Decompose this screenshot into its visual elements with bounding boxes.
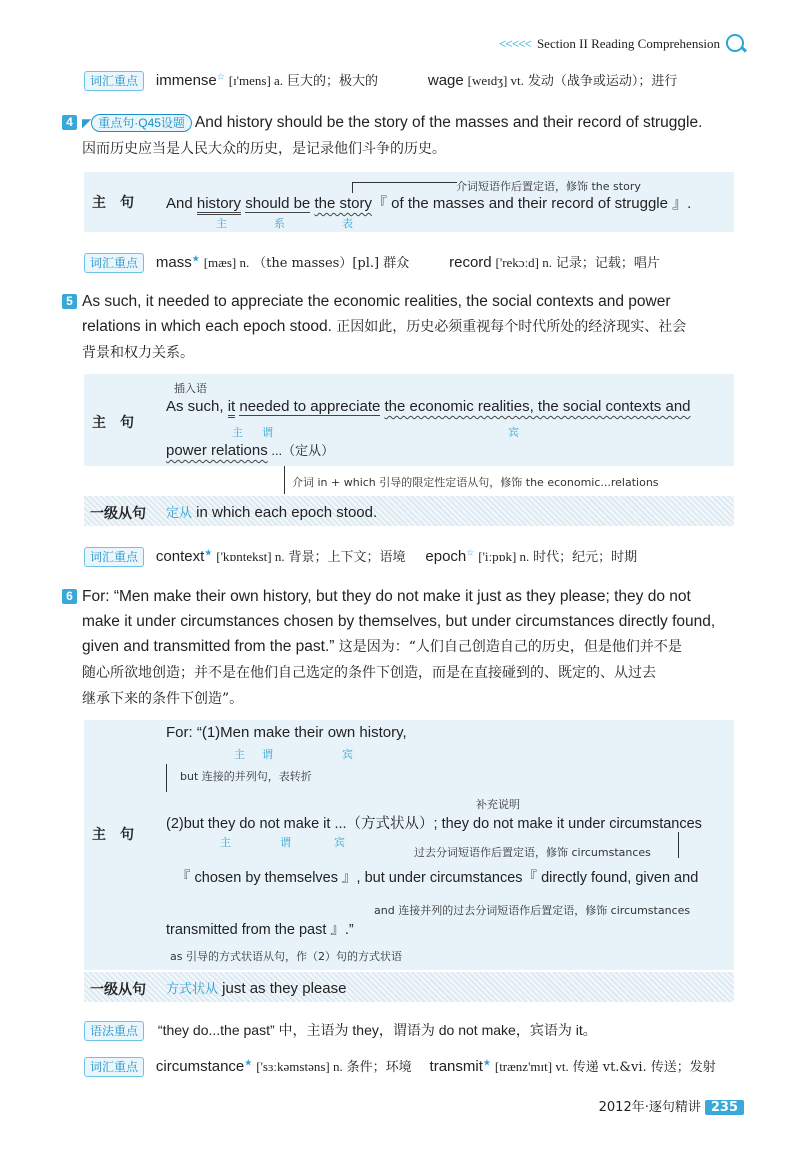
insert-note: 插入语 — [174, 382, 207, 395]
section-title: Section II Reading Comprehension — [536, 36, 720, 51]
arrows-icon: <<<<< — [498, 36, 531, 51]
clause-type: 方式状从 — [166, 981, 219, 996]
vocab-meaning: 时代；纪元；时期 — [533, 550, 638, 565]
grammar-note: “they do...the past” 中，主语为 they，谓语为 do not make，宾语为 it。 — [157, 1022, 597, 1038]
star-icon: ★ — [482, 1057, 491, 1068]
sentence-zh: 因而历史应当是人民大众的历史，是记录他们斗争的历史。 — [82, 141, 446, 157]
analysis-note: and 连接并列的过去分词短语作后置定语，修饰 circumstances — [374, 904, 691, 917]
vocab-word: record — [449, 254, 492, 271]
predicate: should be — [245, 195, 311, 212]
sentence-zh: 这是因为：“人们自己创造自己的历史，但是他们并不是 — [338, 639, 682, 655]
pred-label: 谓 — [280, 836, 291, 849]
arrow-line — [284, 466, 285, 494]
subject: it — [228, 398, 236, 418]
analysis-line-4: transmitted from the past 』.” — [166, 922, 354, 938]
sentence-en: For: “Men make their own history, but they do not make it just as they please; they do not — [82, 588, 691, 605]
subj-label: 主 — [216, 217, 227, 230]
search-icon — [726, 34, 744, 52]
analysis-note: 介词短语作后置定语，修饰 the story — [456, 180, 641, 193]
vocab-meaning: 条件；环境 — [346, 1060, 412, 1075]
analysis-box-5 — [84, 374, 734, 466]
main-clause-label: 主 句 — [92, 827, 134, 843]
vocab-word: wage — [427, 72, 464, 89]
sentence-en: given and transmitted from the past.” — [82, 638, 335, 655]
sentence-4 — [62, 110, 752, 162]
object: the economic realities, the social contexts and — [384, 398, 691, 415]
predicate: needed to appreciate — [239, 398, 381, 415]
vocab-tag: 词汇重点 — [84, 1057, 144, 1077]
analysis-line-3: 『 chosen by themselves 』, but under circumstances『 directly found, given and — [176, 870, 699, 886]
sub-clause-text — [166, 978, 346, 997]
main-clause-label: 主 句 — [92, 195, 134, 211]
text: in which each epoch stood. — [192, 504, 378, 521]
sentence-zh: 背景和权力关系。 — [82, 345, 194, 361]
sentence-en: As such, it needed to appreciate the economic realities, the social contexts and power — [82, 293, 671, 310]
sub-clause-label: 一级从句 — [90, 506, 146, 522]
star-icon: ☆ — [466, 547, 475, 558]
vocab-tag: 词汇重点 — [84, 71, 144, 91]
sentence-5 — [62, 289, 752, 366]
sentence-en: relations in which each epoch stood. — [82, 318, 332, 335]
vocab-phonetic: [ɪ'mens] a. — [228, 73, 284, 88]
vocab-word: epoch — [425, 548, 467, 565]
grammar-row — [84, 1020, 597, 1041]
analysis-note: 过去分词短语作后置定语，修饰 circumstances — [414, 846, 651, 859]
vocab-phonetic: [mæs] n. — [203, 255, 250, 270]
sentence-en: And history should be the story of the masses and their record of struggle. — [194, 114, 703, 131]
pred-label: 系 — [274, 217, 285, 230]
vocab-word: mass — [155, 254, 192, 271]
footer-text: 2012年·逐句精讲 — [598, 1100, 701, 1115]
page-number: 235 — [705, 1100, 744, 1115]
page-footer — [599, 1096, 744, 1115]
vocab-word: context — [155, 548, 205, 565]
vocab-row-3 — [84, 546, 637, 567]
sentence-number: 5 — [62, 294, 77, 309]
analysis-sentence-cont — [166, 440, 334, 459]
vocab-meaning: （the masses）[pl.] 群众 — [253, 256, 410, 271]
supp-note: 补充说明 — [476, 798, 520, 811]
vocab-meaning: 传递 vt.&vi. 传送；发射 — [572, 1060, 716, 1075]
sub-clause-text — [166, 502, 377, 521]
vocab-phonetic: ['rekɔːd] n. — [495, 255, 553, 270]
vocab-phonetic: [weɪdʒ] vt. — [467, 73, 524, 88]
pred-label: 谓 — [262, 426, 273, 439]
sentence-number: 6 — [62, 589, 77, 604]
vocab-phonetic: ['iːpɒk] n. — [478, 549, 530, 564]
vocab-phonetic: [trænz'mɪt] vt. — [494, 1059, 569, 1074]
key-sentence-tag: 重点句·Q45设题 — [91, 114, 192, 132]
analysis-note: 介词 in + which 引导的限定性定语从句，修饰 the economic...relations — [292, 476, 659, 489]
vocab-word: circumstance — [155, 1058, 245, 1075]
analysis-note: as 引导的方式状语从句，作（2）句的方式状语 — [170, 950, 402, 963]
sentence-zh: 随心所欲地创造；并不是在他们自己选定的条件下创造，而是在直接碰到的、既定的、从过去 — [82, 665, 656, 681]
subject: history — [197, 195, 241, 215]
clause-type: 定从 — [166, 505, 193, 520]
sentence-6 — [62, 584, 752, 712]
vocab-meaning: 巨大的；极大的 — [286, 74, 378, 89]
sub-clause-box-5 — [84, 496, 734, 526]
obj-label: 表 — [342, 217, 353, 230]
sentence-zh: 继承下来的条件下创造”。 — [82, 691, 244, 707]
vocab-meaning: 发动（战争或运动）；进行 — [527, 74, 678, 89]
text: ...（定从） — [267, 443, 335, 458]
sentence-number: 4 — [62, 115, 77, 130]
flag-icon: ◤ — [82, 116, 92, 130]
vocab-tag: 词汇重点 — [84, 547, 144, 567]
star-icon: ★ — [244, 1057, 253, 1068]
analysis-note: but 连接的并列句，表转折 — [180, 770, 312, 783]
sentence-zh: 正因如此，历史必须重视每个时代所处的经济现实、社会 — [336, 319, 687, 335]
object: the story — [314, 195, 372, 212]
star-icon: ☆ — [216, 71, 225, 82]
star-icon: ★ — [191, 253, 200, 264]
vocab-phonetic: ['kɒntekst] n. — [216, 549, 285, 564]
text: just as they please — [218, 980, 347, 997]
vocab-phonetic: ['sɜːkəmstəns] n. — [256, 1059, 343, 1074]
vocab-row-2 — [84, 252, 660, 273]
vocab-word: immense — [155, 72, 217, 89]
running-header — [499, 34, 744, 52]
text: And — [166, 195, 197, 212]
text: 『 of the masses and their record of struggle 』. — [371, 195, 692, 212]
vocab-meaning: 背景；上下文；语境 — [288, 550, 406, 565]
vocab-row-1 — [84, 70, 677, 91]
sub-clause-box-6 — [84, 972, 734, 1002]
subj-label: 主 — [232, 426, 243, 439]
analysis-sentence — [166, 192, 691, 213]
sub-clause-label: 一级从句 — [90, 982, 146, 998]
grammar-tag: 语法重点 — [84, 1021, 144, 1041]
object: power relations — [166, 442, 268, 459]
obj-label: 宾 — [334, 836, 345, 849]
analysis-line-1: For: “(1)Men make their own history, — [166, 724, 407, 741]
subj-label: 主 — [234, 748, 245, 761]
bracket-line — [166, 764, 167, 792]
obj-label: 宾 — [508, 426, 519, 439]
text: As such, — [166, 398, 228, 415]
vocab-tag: 词汇重点 — [84, 253, 144, 273]
sentence-en: make it under circumstances chosen by themselves, but under circumstances directly found, — [82, 613, 716, 630]
analysis-line-2: (2)but they do not make it ...（方式状从）; they do not make it under circumstances — [166, 816, 702, 832]
star-icon: ★ — [204, 547, 213, 558]
subj-label: 主 — [220, 836, 231, 849]
analysis-box-4 — [84, 172, 734, 232]
vocab-meaning: 记录；记载；唱片 — [555, 256, 660, 271]
analysis-sentence — [166, 398, 691, 415]
arrow-line — [678, 832, 679, 858]
obj-label: 宾 — [342, 748, 353, 761]
vocab-word: transmit — [429, 1058, 483, 1075]
analysis-box-6 — [84, 720, 734, 970]
vocab-row-4 — [84, 1056, 716, 1077]
pred-label: 谓 — [262, 748, 273, 761]
main-clause-label: 主 句 — [92, 415, 134, 431]
